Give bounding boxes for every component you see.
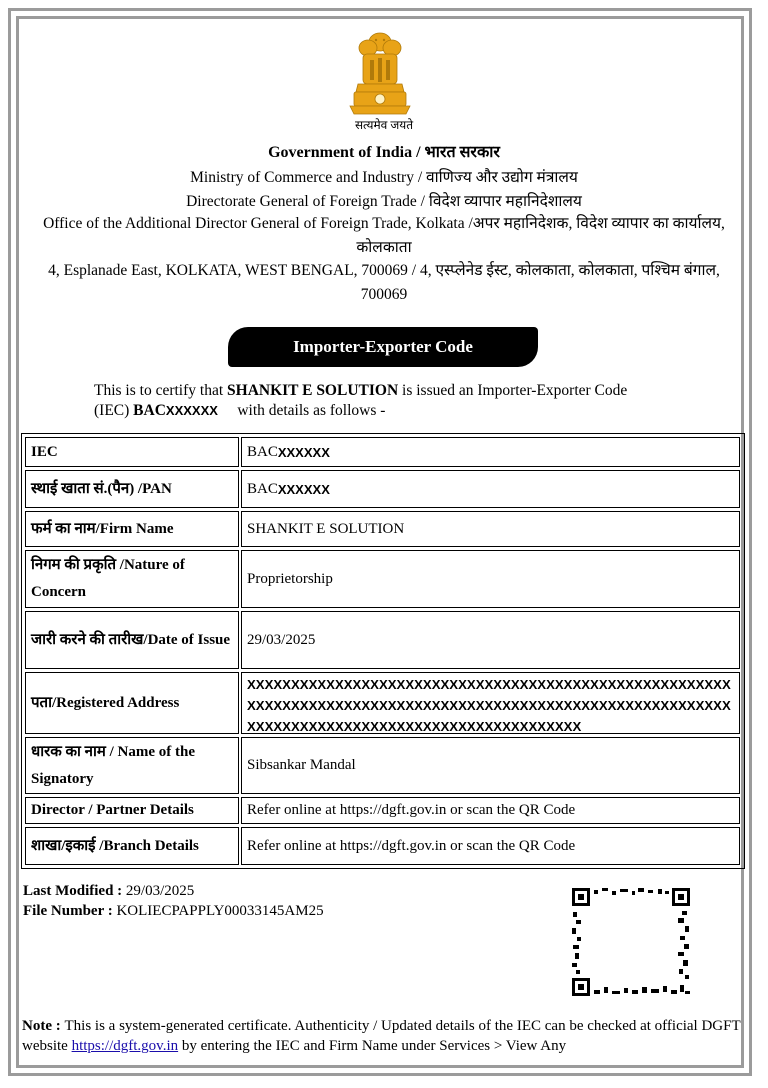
office-line xyxy=(20,212,748,260)
file-number xyxy=(23,903,324,920)
row-value-date-of-issue: 29/03/2025 xyxy=(241,611,740,669)
row-value-nature-of-concern: Proprietorship xyxy=(241,550,740,608)
row-label-pan: स्थाई खाता सं.(पैन) /PAN xyxy=(25,470,239,508)
address-line-2: 700069 xyxy=(360,286,408,303)
details-table xyxy=(21,433,745,869)
row-label-nature-of-concern: निगम की प्रकृति /Nature of Concern xyxy=(25,550,239,608)
office-address xyxy=(20,259,748,307)
pan-mask: XXXXXX xyxy=(277,481,330,497)
note-text-1: This is a system-generated certificate. Authenticity / Updated details of the IEC can be checked at official DGFT website xyxy=(22,1018,741,1054)
address-line-1: 4, Esplanade East, KOLKATA, WEST BENGAL, 700069 / 4, एस्प्लेनेड ईस्ट, कोलकाता, कोलकाता, पश्चिम बंगाल, xyxy=(48,262,720,279)
row-label-director-details: Director / Partner Details xyxy=(25,797,239,824)
certify-statement xyxy=(94,381,714,421)
last-modified-label: Last Modified : xyxy=(23,883,126,899)
iec-prefix: BAC xyxy=(247,443,278,460)
last-modified xyxy=(23,883,194,900)
row-value-director-details: Refer online at https://dgft.gov.in or scan the QR Code xyxy=(241,797,740,824)
certify-iec-pre: (IEC) xyxy=(94,402,134,419)
row-value-firm-name: SHANKIT E SOLUTION xyxy=(241,511,740,547)
note-text-2: by entering the IEC and Firm Name under Services > View Any xyxy=(178,1038,567,1054)
row-value-branch-details: Refer online at https://dgft.gov.in or scan the QR Code xyxy=(241,827,740,865)
government-title: Government of India / भारत सरकार xyxy=(268,144,500,161)
row-value-iec xyxy=(241,437,740,467)
certify-post: with details as follows - xyxy=(217,402,386,419)
row-value-pan xyxy=(241,470,740,508)
certify-firm: SHANKIT E SOLUTION xyxy=(227,382,399,399)
office-line-1: Office of the Additional Director General of Foreign Trade, Kolkata /अपर महानिदेशक, विदेश व्यापार का कार्यालय, xyxy=(43,215,725,232)
certify-pre: This is to certify that xyxy=(94,382,228,399)
row-label-registered-address: पता/Registered Address xyxy=(25,672,239,734)
pan-prefix: BAC xyxy=(247,480,278,497)
row-label-signatory: धारक का नाम / Name of the Signatory xyxy=(25,737,239,794)
certify-mid: is issued an Importer-Exporter Code xyxy=(398,382,628,399)
row-value-signatory: Sibsankar Mandal xyxy=(241,737,740,794)
row-value-registered-address: XXXXXXXXXXXXXXXXXXXXXXXXXXXXXXXXXXXXXXXXXXXXXXXXXXXXXXXXXXXXXXXXXXXXXXXXXXXXXXXXXXXXXXXXXXXXXXXXXXXXXXXXXXXXXXXXXXXXXXXXXXXXXXXXXXXXXXXXXXXXXXXXXXXX xyxy=(241,672,740,734)
file-number-value: KOLIECPAPPLY00033145AM25 xyxy=(116,903,324,919)
certificate-banner: Importer-Exporter Code xyxy=(228,327,538,367)
certify-iec-mask: XXXXXX xyxy=(165,403,218,418)
row-label-iec: IEC xyxy=(25,437,239,467)
last-modified-value: 29/03/2025 xyxy=(125,883,195,899)
row-label-firm-name: फर्म का नाम/Firm Name xyxy=(25,511,239,547)
file-number-label: File Number : xyxy=(23,903,117,919)
footer-note xyxy=(22,1016,742,1056)
dgft-website-link[interactable]: https://dgft.gov.in xyxy=(71,1038,179,1054)
emblem-motto: सत्यमेव जयते xyxy=(354,118,414,132)
qr-code-icon xyxy=(572,888,690,996)
office-line-2: कोलकाता xyxy=(356,239,412,256)
note-label: Note : xyxy=(22,1018,65,1034)
row-label-date-of-issue: जारी करने की तारीख/Date of Issue xyxy=(25,611,239,669)
certify-iec-prefix: BAC xyxy=(133,402,166,419)
iec-mask: XXXXXX xyxy=(277,444,330,460)
row-label-branch-details: शाखा/इकाई /Branch Details xyxy=(25,827,239,865)
ministry-line: Ministry of Commerce and Industry / वाणिज्य और उद्योग मंत्रालय xyxy=(190,169,578,186)
directorate-line: Directorate General of Foreign Trade / विदेश व्यापार महानिदेशालय xyxy=(186,193,582,210)
